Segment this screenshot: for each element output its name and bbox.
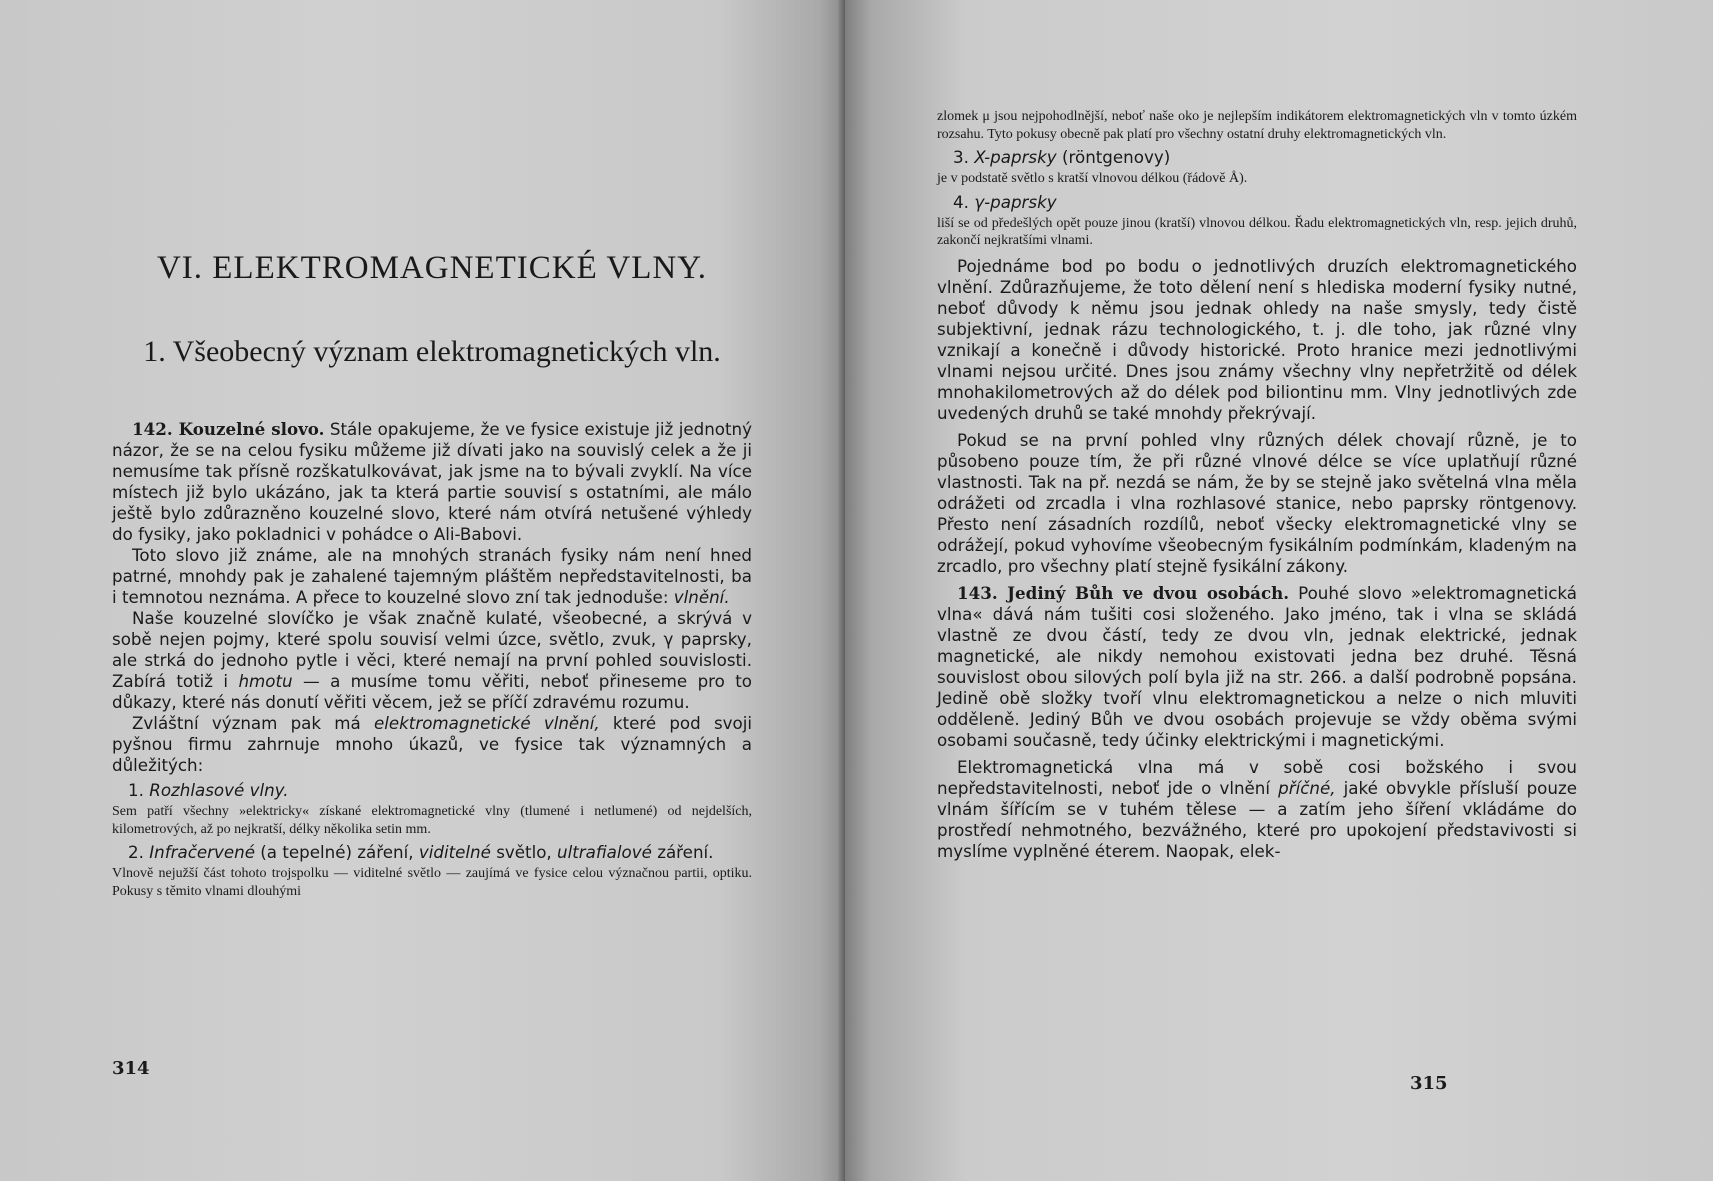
list-item-4-title: γ-paprsky [974, 191, 1057, 212]
list-item-1 [128, 780, 752, 801]
list-item-2-number: 2. [128, 842, 150, 862]
paragraph-5: Pojednáme bod po bodu o jednotlivých druzích elektromagnetického vlnění. Zdůrazňujeme, že toto dělení není s hlediska moderní fysiky nutné, neboť důvody k němu jsou jednak ohledy na naše smysly, tedy čistě subjektivní, jednak rázu technologického, t. j. dle toho, jak různé vlny vznikají a konečně i důvody historické. Proto hranice mezi jednotlivými vlnami nejsou určité. Dnes jsou známy všechny vlny nepřetržitě od délek mnohakilometrových až do délek pod biliontinu mm. Vlny jednotlivých zde uvedených druhů se také mnohdy překrývají. [937, 255, 1577, 423]
right-page [845, 0, 1713, 1181]
list-item-2-text-3: záření. [651, 842, 714, 862]
paragraph-143-text: Pouhé slovo »elektromagnetická vlna« dává nám tušiti cosi složeného. Jako jméno, tak i vlna se skládá vlastně ze dvou částí, tedy ze dvou vln, jednak elektrické, jednak magnetické, ale nikdy nemohou existovati jedna bez druhé. Těsná souvislost obou silových polí byla již na str. 266. a další podrobně popsána. Jedině obě složky tvoří vlnu elektromagnetickou a nelze o nich mluviti odděleně. Jediný Bůh ve dvou osobách projevuje se vždy oběma svými osobami současně, tedy účinky elektrickými i magnetickými. [937, 582, 1578, 750]
paragraph-4-emphasis: elektromagnetické vlnění, [373, 713, 600, 733]
paragraph-3 [112, 608, 752, 713]
paragraph-2-text: Toto slovo již známe, ale na mnohých stranách fysiky nám není hned patrné, mnohdy pak je zahalené tajemným pláštěm nepředstavitelnosti, ba i temnotou neznáma. A přece to kouzelné slovo zní tak jednoduše: [112, 545, 752, 607]
paragraph-143 [937, 583, 1577, 751]
list-item-4-number: 4. [953, 191, 975, 212]
paragraph-8 [937, 757, 1577, 862]
list-item-4-note: liší se od předešlých opět pouze jinou (kratší) vlnovou délkou. Řadu elektromagnetických vln, resp. jejich druhů, zakončí nejkratšími vlnami. [937, 215, 1577, 248]
continued-note: zlomek μ jsou nejpohodlnější, neboť naše oko je nejlepším indikátorem elektromagnetických vln v tomto úzkém rozsahu. Tyto pokusy obecně pak platí pro všechny ostatní druhy elektromagnetických vln. [937, 109, 1577, 142]
list-item-2-text-1: (a tepelné) záření, [254, 842, 419, 862]
chapter-title: VI. ELEKTROMAGNETICKÉ VLNY. [156, 250, 708, 286]
paragraph-3-text-a: Naše kouzelné slovíčko je však značně kulaté, všeobecné, a skrývá v sobě nejen pojmy, které spolu souvisí velmi úzce, světlo, zvuk, γ paprsky, ale strká do jednoho pytle i věci, které nemají na první pohled souvislosti. Zabírá totiž i [112, 608, 752, 691]
paragraph-4-text-b: které pod svoji pyšnou firmu zahrnuje mnoho úkazů, ve fysice tak významných a důležitých: [112, 713, 752, 775]
list-item-2-em-1: Infračervené [149, 842, 255, 862]
paragraph-8-text-a: Elektromagnetická vlna má v sobě cosi božského i svou nepředstavitelnosti, neboť jde o vlnění [937, 756, 1577, 798]
list-item-3-title: X-paprsky [974, 147, 1057, 167]
right-page-number: 315 [1410, 1073, 1448, 1094]
paragraph-3-text-b: — a musíme tomu věřiti, neboť přineseme pro to důkazy, které nás donutí věřiti věcem, jež se příčí zdravému rozumu. [112, 671, 753, 712]
list-item-1-note: Sem patří všechny »elektricky« získané elektromagnetické vlny (tlumené i netlumené) od nejdelších, kilometrových, až po nejkratší, délky několika setin mm. [112, 804, 752, 837]
list-item-4 [953, 192, 1577, 213]
list-item-3-text: (röntgenovy) [1056, 147, 1171, 167]
list-item-3 [953, 147, 1577, 168]
list-item-2-em-3: ultrafialové [557, 842, 652, 862]
paragraph-142-heading: 142. Kouzelné slovo. [132, 419, 325, 439]
paragraph-6: Pokud se na první pohled vlny různých délek chovají různě, je to působeno pouze tím, že při různé vlnové délce se více uplatňují různé vlastnosti. Tak na př. nezdá se nám, že by se stejně jako světelná vlna měla odrážeti od zrcadla i vlna rozhlasové stanice, nebo paprsky röntgenovy. Přesto není zásadních rozdílů, neboť všecky elektromagnetické vlny se odrážejí, pokud vyhovíme všeobecným fysikálním podmínkám, kladeným na zrcadlo, pro všechny platí stejně fysikální zákony. [937, 429, 1577, 576]
section-title: 1. Všeobecný význam elektromagnetických vln. [143, 335, 721, 368]
left-page-number: 314 [112, 1058, 150, 1079]
paragraph-4 [112, 713, 752, 776]
paragraph-2-emphasis: vlnění. [673, 587, 730, 607]
list-item-2-em-2: viditelné [418, 842, 491, 862]
paragraph-143-heading: 143. Jediný Bůh ve dvou osobách. [957, 582, 1290, 603]
list-item-2-text-2: světlo, [490, 842, 558, 862]
paragraph-8-emphasis: příčné, [1278, 777, 1336, 798]
list-item-1-title: Rozhlasové vlny. [149, 780, 289, 800]
right-text-column [937, 108, 1577, 862]
paragraph-142-text: Stále opakujeme, že ve fysice existuje již jednotný názor, že se na celou fysiku můžeme již dívati jako na souvislý celek a že ji nemusíme tak přísně rozškatulkovávat, jak jsme na to bývali zvyklí. Na více místech již bylo ukázáno, jak ta která partie souvisí s ostatními, ale málo ještě bylo zdůrazněno kouzelné slovo, které nám otvírá netušené výhledy do fysiky, jako pokladnici v pohádce o Ali-Babovi. [112, 419, 752, 544]
paragraph-8-text-b: jaké obvykle přísluší pouze vlnám šířícím se v tuhém tělese — a zatím jeho šíření vkládáme do prostředí nehmotného, bezvážného, které pro upokojení představivosti si myslíme vyplněné éterem. Naopak, elek- [937, 777, 1577, 861]
list-item-3-number: 3. [953, 147, 975, 167]
left-page [0, 0, 845, 1181]
list-item-2-note: Vlnově nejužší část tohoto trojspolku — viditelné světlo — zaujímá ve fysice celou význačnou partii, optiku. Pokusy s těmito vlnami dlouhými [112, 866, 752, 899]
paragraph-142 [112, 419, 752, 545]
paragraph-3-emphasis: hmotu [238, 671, 293, 691]
list-item-2 [112, 842, 752, 863]
list-item-3-note: je v podstatě světlo s kratší vlnovou délkou (řádově Å). [937, 171, 1248, 186]
paragraph-4-text-a: Zvláštní význam pak má [132, 713, 374, 733]
paragraph-2 [112, 545, 752, 608]
left-text-column [112, 250, 752, 900]
list-item-1-number: 1. [128, 780, 150, 800]
